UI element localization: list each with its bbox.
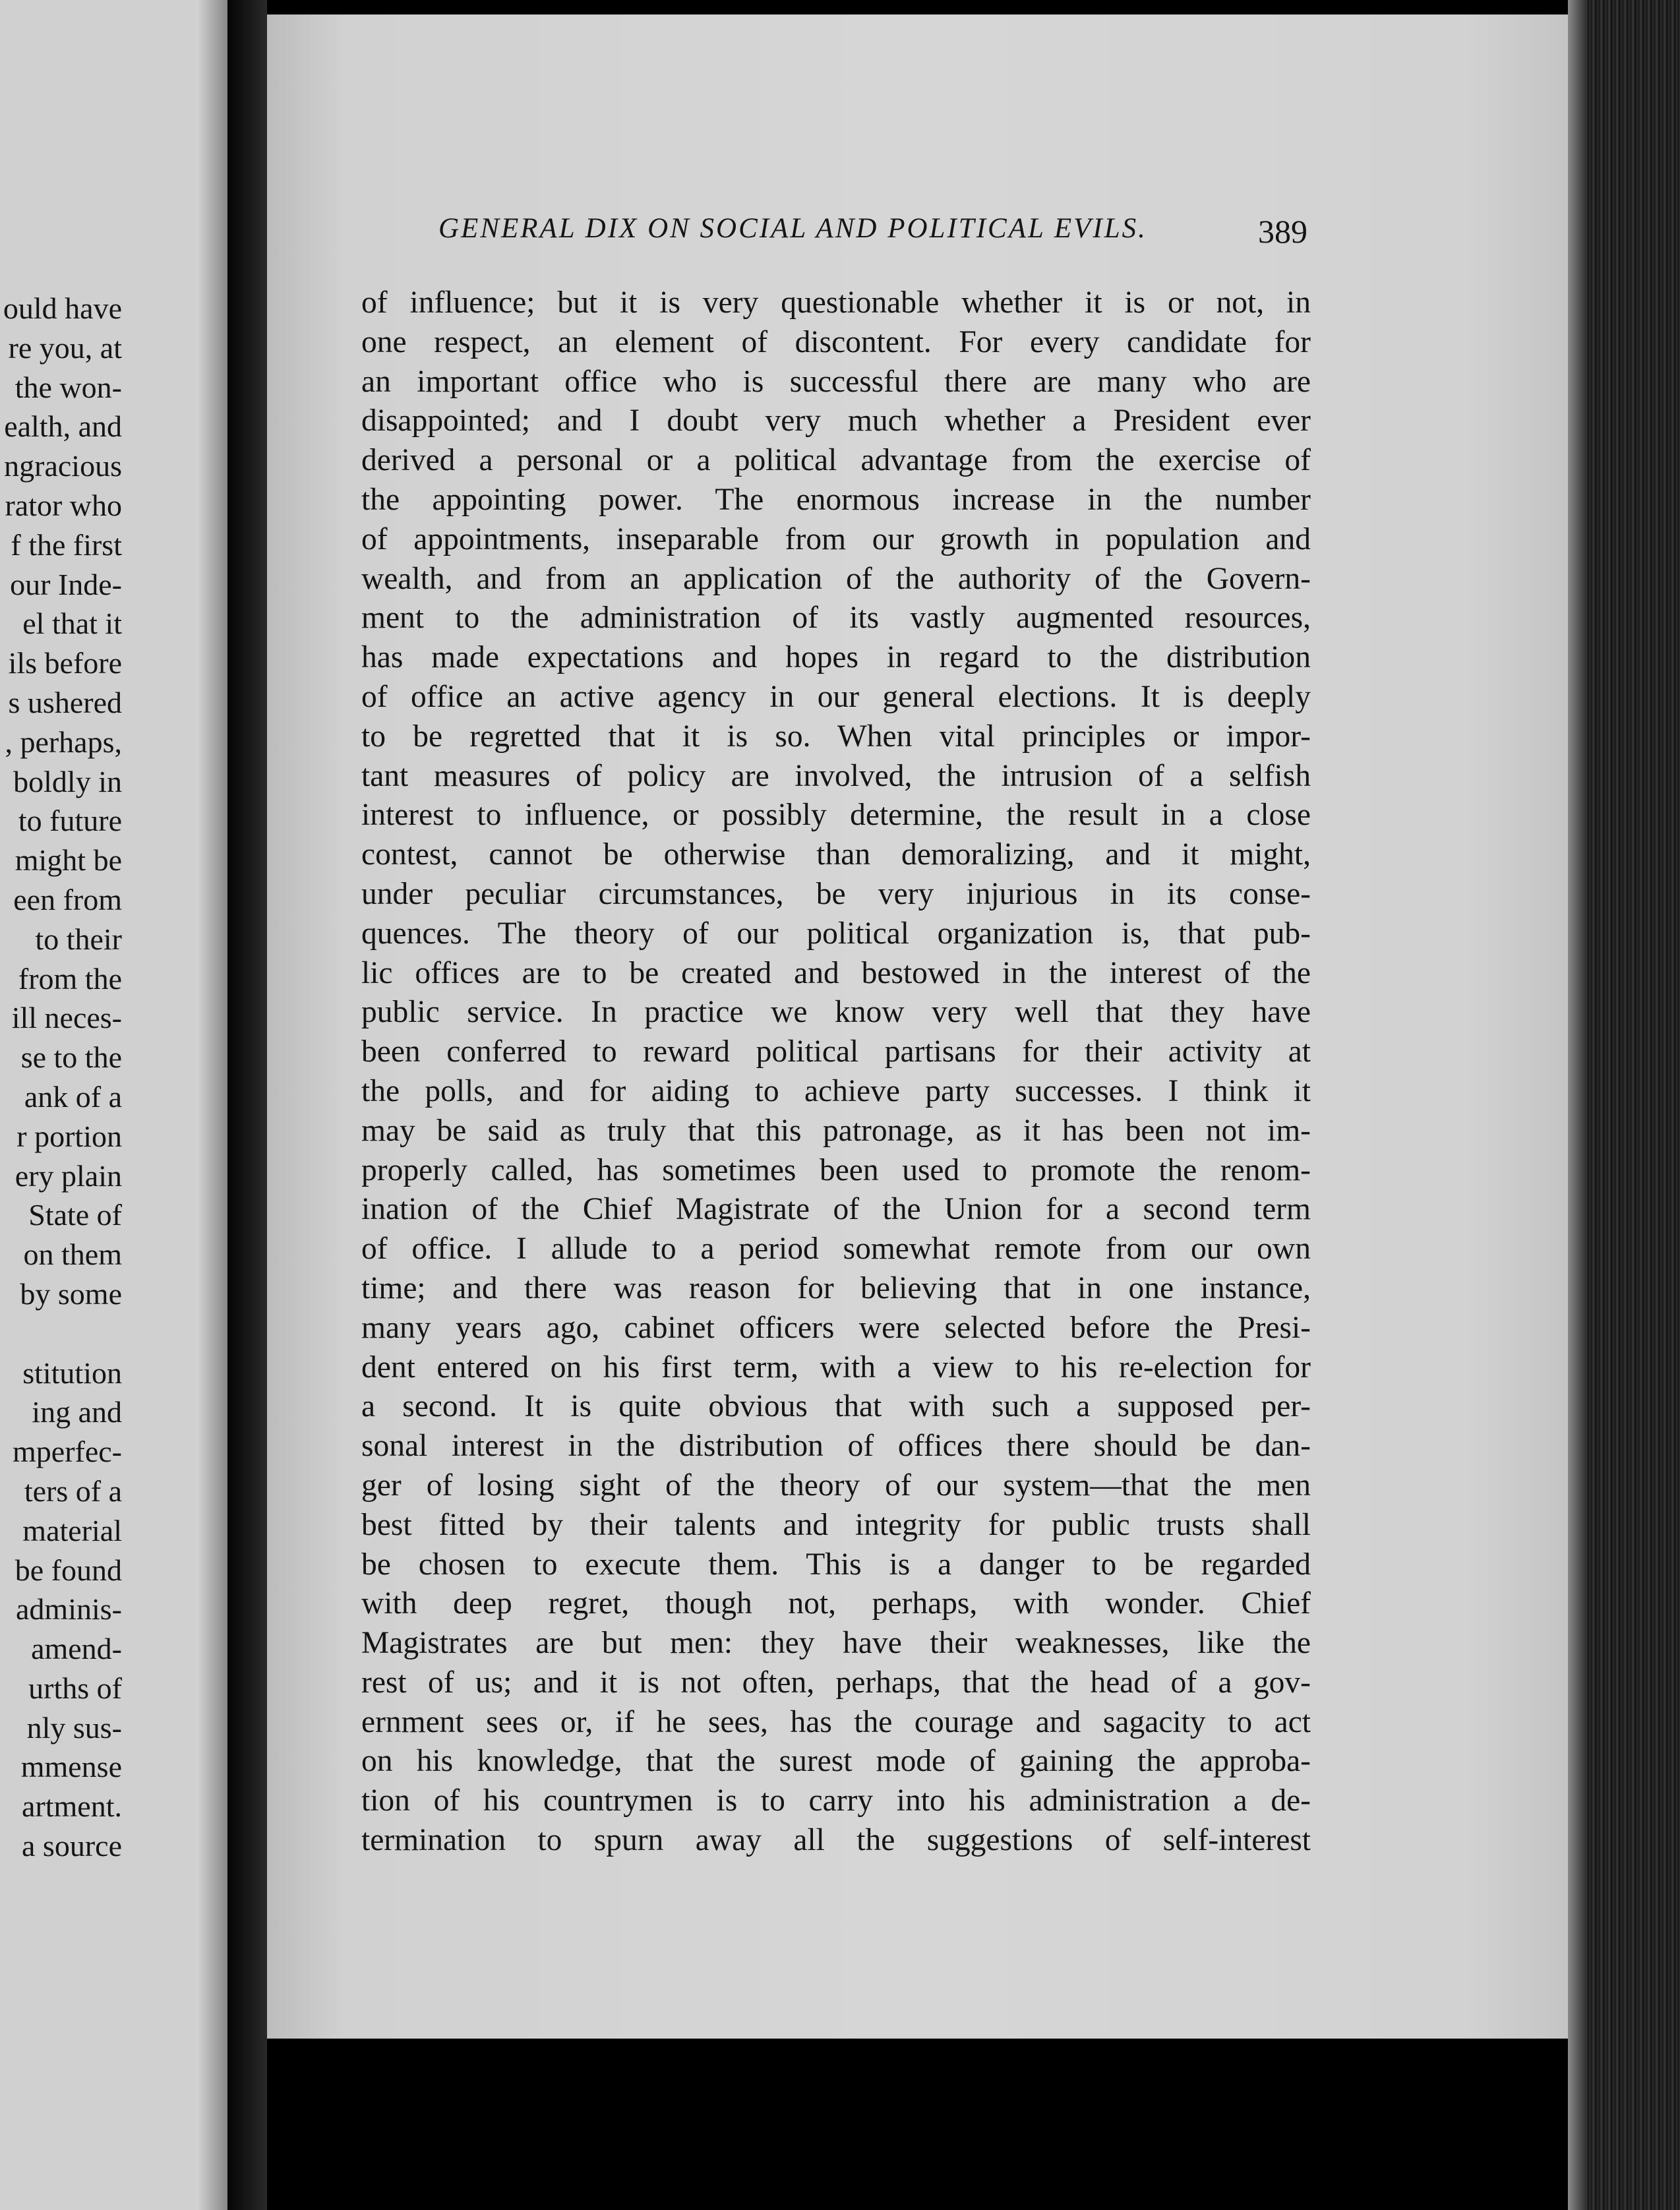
text-line: stitution bbox=[22, 1356, 122, 1390]
text-line: with deep regret, though not, perhaps, with wonder. Chief bbox=[361, 1586, 1311, 1621]
text-line: ealth, and bbox=[4, 409, 122, 444]
text-line: ould have bbox=[3, 291, 122, 325]
text-line: re you, at bbox=[8, 330, 122, 365]
text-line: ernment sees or, if he sees, has the courage and sagacity to act bbox=[361, 1704, 1311, 1739]
text-line: artment. bbox=[22, 1789, 122, 1824]
text-line: el that it bbox=[22, 607, 122, 641]
text-line: ing and bbox=[32, 1395, 122, 1429]
text-line bbox=[0, 1314, 122, 1354]
text-line: een from bbox=[13, 882, 122, 916]
text-line: by some bbox=[20, 1276, 122, 1311]
text-line: ters of a bbox=[24, 1474, 122, 1508]
text-line: from the bbox=[18, 961, 122, 996]
text-line: ery plain bbox=[15, 1158, 122, 1193]
text-line: quences. The theory of our political organization is, that pub- bbox=[361, 916, 1311, 951]
text-line: derived a personal or a political advantage from the exercise of bbox=[361, 443, 1311, 478]
text-line: of influence; but it is very questionable whether it is or not, in bbox=[361, 285, 1311, 320]
text-line: on his knowledge, that the surest mode of gaining the approba- bbox=[361, 1744, 1311, 1779]
text-line: mmense bbox=[20, 1750, 122, 1784]
text-line: a source bbox=[22, 1829, 122, 1863]
page-edge-shadow bbox=[1568, 0, 1588, 2210]
body-text bbox=[361, 284, 1311, 1861]
text-line: dent entered on his first term, with a view to his re-election for bbox=[361, 1350, 1311, 1385]
text-line: our Inde- bbox=[10, 567, 122, 601]
text-line: best fitted by their talents and integrity for public trusts shall bbox=[361, 1507, 1311, 1542]
text-line: se to the bbox=[20, 1040, 122, 1075]
text-line: to be regretted that it is so. When vital principles or impor- bbox=[361, 719, 1311, 754]
previous-page-fragment bbox=[0, 0, 227, 2210]
text-line: r portion bbox=[16, 1119, 122, 1153]
text-line: nly sus- bbox=[26, 1710, 122, 1745]
text-line: might be bbox=[15, 843, 122, 878]
text-line: urths of bbox=[28, 1671, 122, 1705]
text-line: an important office who is successful there are many who are bbox=[361, 364, 1311, 399]
text-line: adminis- bbox=[16, 1592, 122, 1627]
text-line: a second. It is quite obvious that with such a supposed per- bbox=[361, 1389, 1311, 1424]
text-line: lic offices are to be created and bestowed in the interest of the bbox=[361, 955, 1311, 990]
text-line: of office. I allude to a period somewhat remote from our own bbox=[361, 1232, 1311, 1267]
text-line: Magistrates are but men: they have their weaknesses, like the bbox=[361, 1626, 1311, 1661]
text-line: may be said as truly that this patronage, as it has been not im- bbox=[361, 1113, 1311, 1148]
text-line: State of bbox=[28, 1198, 122, 1232]
text-line: public service. In practice we know very well that they have bbox=[361, 995, 1311, 1030]
text-line: under peculiar circumstances, be very injurious in its conse- bbox=[361, 876, 1311, 911]
text-line: to future bbox=[18, 804, 122, 838]
text-line: ngracious bbox=[4, 449, 122, 483]
text-line: be found bbox=[15, 1553, 122, 1587]
text-line: amend- bbox=[31, 1632, 122, 1666]
text-line: , perhaps, bbox=[5, 725, 122, 759]
text-line: ment to the administration of its vastly augmented resources, bbox=[361, 601, 1311, 636]
text-line: ill neces- bbox=[11, 1001, 122, 1035]
text-line: one respect, an element of discontent. For every candidate for bbox=[361, 324, 1311, 359]
text-line: of office an active agency in our general elections. It is deeply bbox=[361, 679, 1311, 714]
book-gutter bbox=[227, 0, 267, 2210]
text-line: termination to spurn away all the suggestions of self-interest bbox=[361, 1823, 1311, 1858]
text-line: has made expectations and hopes in regard to the distribution bbox=[361, 640, 1311, 675]
text-line: to their bbox=[35, 922, 122, 956]
text-line: ination of the Chief Magistrate of the Union for a second term bbox=[361, 1192, 1311, 1227]
previous-page-text bbox=[0, 289, 122, 1866]
text-line: many years ago, cabinet officers were selected before the Presi- bbox=[361, 1310, 1311, 1345]
text-line: mperfec- bbox=[13, 1435, 122, 1469]
text-line: rator who bbox=[5, 488, 122, 522]
running-header: GENERAL DIX ON SOCIAL AND POLITICAL EVILS. bbox=[438, 213, 1147, 244]
text-line: contest, cannot be otherwise than demoralizing, and it might, bbox=[361, 837, 1311, 872]
text-line: material bbox=[22, 1513, 122, 1547]
text-line: tant measures of policy are involved, the intrusion of a selfish bbox=[361, 758, 1311, 793]
text-line: been conferred to reward political partisans for their activity at bbox=[361, 1034, 1311, 1069]
text-line: time; and there was reason for believing that in one instance, bbox=[361, 1270, 1311, 1305]
text-line: the appointing power. The enormous increase in the number bbox=[361, 482, 1311, 517]
text-line: interest to influence, or possibly determine, the result in a close bbox=[361, 798, 1311, 833]
text-line: be chosen to execute them. This is a danger to be regarded bbox=[361, 1547, 1311, 1582]
text-line: properly called, has sometimes been used to promote the renom- bbox=[361, 1152, 1311, 1187]
text-line: boldly in bbox=[13, 764, 122, 798]
text-line: sonal interest in the distribution of offices there should be dan- bbox=[361, 1429, 1311, 1464]
text-line: ger of losing sight of the theory of our system—that the men bbox=[361, 1468, 1311, 1503]
text-line: on them bbox=[23, 1238, 122, 1272]
text-line: the won- bbox=[15, 370, 122, 404]
text-line: tion of his countrymen is to carry into his administration a de- bbox=[361, 1783, 1311, 1818]
text-line: the polls, and for aiding to achieve party successes. I think it bbox=[361, 1073, 1311, 1108]
page-number: 389 bbox=[1258, 213, 1307, 250]
text-line: ank of a bbox=[24, 1079, 122, 1114]
text-line: f the first bbox=[11, 527, 122, 562]
text-line: wealth, and from an application of the authority of the Govern- bbox=[361, 561, 1311, 596]
text-line: s ushered bbox=[8, 685, 122, 719]
text-line: of appointments, inseparable from our growth in population and bbox=[361, 522, 1311, 556]
text-line: rest of us; and it is not often, perhaps, that the head of a gov- bbox=[361, 1665, 1311, 1700]
page-fold-shadow bbox=[198, 0, 227, 2210]
text-line: disappointed; and I doubt very much whether a President ever bbox=[361, 403, 1311, 438]
text-line: ils before bbox=[8, 646, 122, 680]
